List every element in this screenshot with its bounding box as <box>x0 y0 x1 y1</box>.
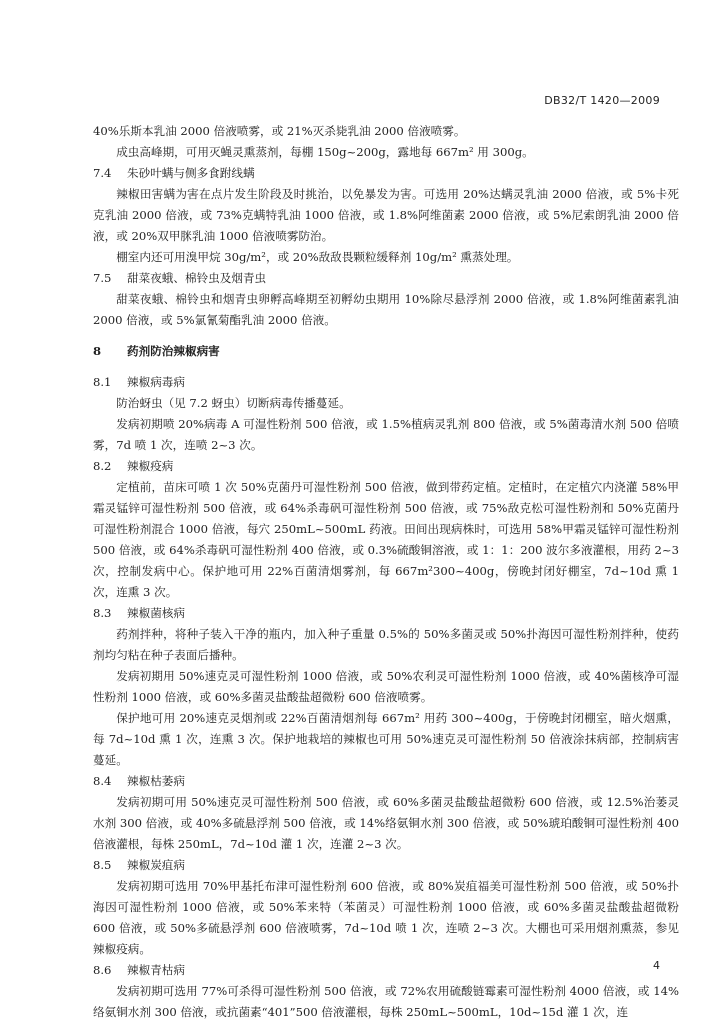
section-heading-7-4 <box>93 163 679 184</box>
section-number: 8.5 <box>93 858 112 872</box>
section-title: 辣椒青枯病 <box>127 963 185 977</box>
section-number: 8 <box>93 344 102 358</box>
section-number: 7.4 <box>93 166 112 180</box>
section-title: 辣椒炭疽病 <box>127 858 185 872</box>
section-title: 甜菜夜蛾、棉铃虫及烟青虫 <box>127 271 267 285</box>
section-number: 8.2 <box>93 459 112 473</box>
section-heading-8 <box>93 341 679 362</box>
section-number: 7.5 <box>93 271 112 285</box>
paragraph: 发病初期喷 20%病毒 A 可湿性粉剂 500 倍液，或 1.5%植病灵乳剂 800 倍液，或 5%菌毒清水剂 500 倍喷雾，7d 喷 1 次，连喷 2~3 次。 <box>93 417 679 452</box>
paragraph: 发病初期用 50%速克灵可湿性粉剂 1000 倍液，或 50%农利灵可湿性粉剂 1000 倍液，或 40%菌核净可湿性粉剂 1000 倍液，或 60%多菌灵盐酸盐超微粉 600 倍液喷雾。 <box>93 669 679 704</box>
document-body <box>93 121 679 1023</box>
section-title: 辣椒疫病 <box>127 459 174 473</box>
section-title: 朱砂叶螨与侧多食跗线螨 <box>127 166 255 180</box>
section-heading-7-5 <box>93 268 679 289</box>
section-number: 8.1 <box>93 375 112 389</box>
section-heading-8-1 <box>93 372 679 393</box>
section-title: 药剂防治辣椒病害 <box>127 344 220 358</box>
paragraph: 药剂拌种，将种子装入干净的瓶内，加入种子重量 0.5%的 50%多菌灵或 50%扑海因可湿性粉剂拌种，使药剂均匀粘在种子表面后播种。 <box>93 627 679 662</box>
section-heading-8-5 <box>93 855 679 876</box>
page-number: 4 <box>653 959 660 972</box>
paragraph: 成虫高峰期，可用灭蝇灵熏蒸剂，每棚 150g~200g，露地每 667m² 用 300g。 <box>116 145 534 159</box>
paragraph: 辣椒田害螨为害在点片发生阶段及时挑治，以免暴发为害。可选用 20%达螨灵乳油 2000 倍液，或 5%卡死克乳油 2000 倍液，或 73%克螨特乳油 1000 倍液，或 1.8%阿维菌素 2000 倍液，或 5%尼索朗乳油 2000 倍液，或 20%双甲脒乳油 1000 倍液喷雾防治。 <box>93 187 679 243</box>
section-heading-8-2 <box>93 456 679 477</box>
section-number: 8.4 <box>93 774 112 788</box>
paragraph: 防治蚜虫（见 7.2 蚜虫）切断病毒传播蔓延。 <box>116 396 351 410</box>
section-heading-8-3 <box>93 603 679 624</box>
section-heading-8-6 <box>93 960 679 981</box>
paragraph: 发病初期可用 50%速克灵可湿性粉剂 500 倍液，或 60%多菌灵盐酸盐超微粉 600 倍液，或 12.5%治萎灵水剂 300 倍液，或 40%多硫悬浮剂 500 倍液，或 14%络氨铜水剂 300 倍液，或 50%琥珀酸铜可湿性粉剂 400 倍液灌根，每株 250mL，7d~10d 灌 1 次，连灌 2~3 次。 <box>93 795 679 851</box>
section-title: 辣椒菌核病 <box>127 606 185 620</box>
standard-code: DB32/T 1420—2009 <box>544 94 660 107</box>
paragraph: 甜菜夜蛾、棉铃虫和烟青虫卵孵高峰期至初孵幼虫期用 10%除尽悬浮剂 2000 倍液，或 1.8%阿维菌素乳油 2000 倍液，或 5%氯氰菊酯乳油 2000 倍液。 <box>93 292 679 327</box>
paragraph: 发病初期可选用 77%可杀得可湿性粉剂 500 倍液，或 72%农用硫酸链霉素可湿性粉剂 4000 倍液，或 14%络氨铜水剂 300 倍液，或抗菌素“401”500 倍液灌根，每株 250mL~500mL，10d~15d 灌 1 次，连 <box>93 984 679 1019</box>
paragraph: 发病初期可选用 70%甲基托布津可湿性粉剂 600 倍液，或 80%炭疽福美可湿性粉剂 500 倍液，或 50%扑海因可湿性粉剂 1000 倍液，或 50%苯来特（苯菌灵）可湿性粉剂 1000 倍液，或 60%多菌灵盐酸盐超微粉 600 倍液，或 50%多硫悬浮剂 600 倍液喷雾，7d~10d 喷 1 次，连喷 2~3 次。大棚也可采用烟剂熏蒸，参见辣椒疫病。 <box>93 879 679 956</box>
section-number: 8.3 <box>93 606 112 620</box>
section-title: 辣椒枯萎病 <box>127 774 185 788</box>
paragraph: 40%乐斯本乳油 2000 倍液喷雾，或 21%灭杀毙乳油 2000 倍液喷雾。 <box>93 124 466 138</box>
section-heading-8-4 <box>93 771 679 792</box>
section-number: 8.6 <box>93 963 112 977</box>
paragraph: 定植前，苗床可喷 1 次 50%克菌丹可湿性粉剂 500 倍液，做到带药定植。定植时，在定植穴内浇灌 58%甲霜灵锰锌可湿性粉剂 500 倍液，或 64%杀毒矾可湿性粉剂 500 倍液，或 75%敌克松可湿性粉剂和 50%克菌丹可湿性粉剂混合 1000 倍液，每穴 250mL~500mL 药液。田间出现病株时，可选用 58%甲霜灵锰锌可湿性粉剂 500 倍液，或 64%杀毒矾可湿性粉剂 400 倍液，或 0.3%硫酸铜溶液，或 1：1：200 波尔多液灌根，用药 2~3 次，控制发病中心。保护地可用 22%百菌清烟雾剂，每 667m²300~400g，傍晚封闭好棚室，7d~10d 熏 1 次，连熏 3 次。 <box>93 480 679 599</box>
paragraph: 保护地可用 20%速克灵烟剂或 22%百菌清烟剂每 667m² 用药 300~400g，于傍晚封闭棚室，暗火烟熏，每 7d~10d 熏 1 次，连熏 3 次。保护地栽培的辣椒也可用 50%速克灵可湿性粉剂 50 倍液涂抹病部，控制病害蔓延。 <box>93 711 679 767</box>
section-title: 辣椒病毒病 <box>127 375 185 389</box>
paragraph: 棚室内还可用溴甲烷 30g/m²，或 20%敌敌畏颗粒缓释剂 10g/m² 熏蒸处理。 <box>116 250 519 264</box>
